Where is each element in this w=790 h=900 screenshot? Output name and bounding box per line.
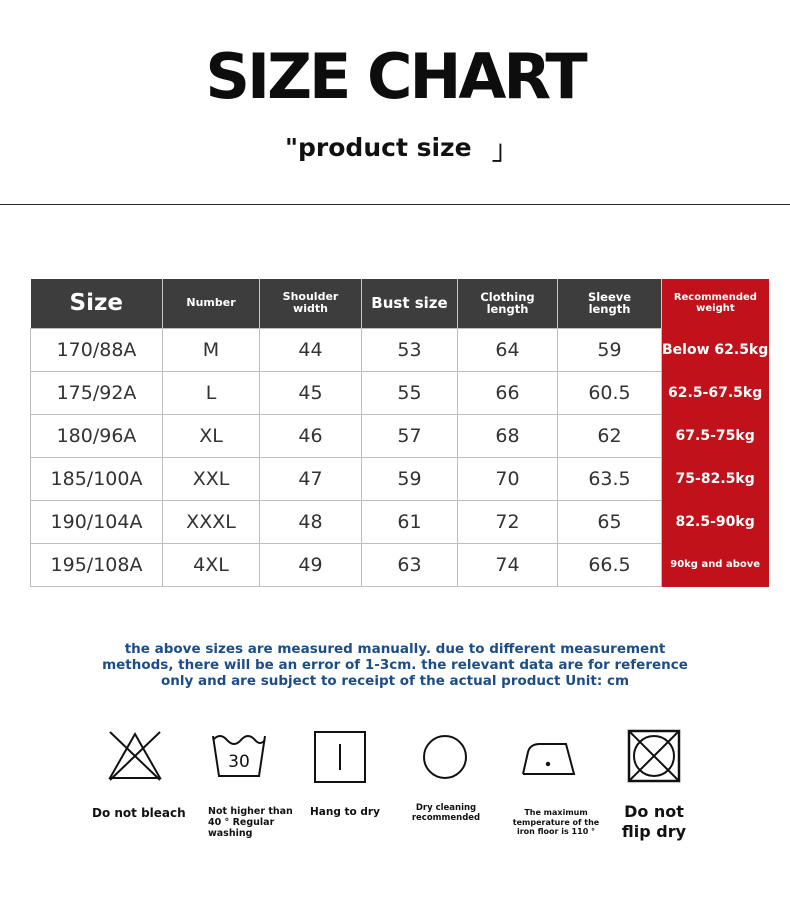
cell-shoulder: 47: [260, 457, 362, 500]
cell-sleeve-length: 65: [558, 500, 662, 543]
dry-clean-label-line-2: recommended: [411, 813, 481, 823]
no-tumble-dry-label-line-1: Do not: [624, 802, 684, 821]
cell-clothing-length: 74: [458, 543, 558, 586]
column-header-bust: Bust size: [362, 279, 458, 328]
column-header-number: Number: [163, 279, 260, 328]
cell-sleeve-length: 63.5: [558, 457, 662, 500]
hang-dry-label: Hang to dry: [310, 806, 380, 818]
cell-number: M: [163, 328, 260, 371]
cell-weight: Below 62.5kg: [662, 328, 769, 371]
table-row: [31, 500, 769, 543]
cell-number: XXL: [163, 457, 260, 500]
iron-label-line-1: The maximum: [524, 808, 588, 817]
cell-bust: 61: [362, 500, 458, 543]
cell-size: 170/88A: [31, 328, 163, 371]
table-header-row: [31, 279, 769, 328]
header-divider: [0, 204, 790, 205]
cell-shoulder: 44: [260, 328, 362, 371]
page-title: SIZE CHART: [205, 40, 585, 113]
column-header-shoulder: Shoulder width: [260, 279, 362, 328]
cell-number: XL: [163, 414, 260, 457]
iron-label-line-3: iron floor is 110 °: [516, 827, 596, 836]
wash-label-line-2: 40 ° Regular: [208, 817, 275, 828]
column-header-clothing-length: Clothing length: [458, 279, 558, 328]
cell-size: 185/100A: [31, 457, 163, 500]
subtitle-bracket: 」: [492, 136, 519, 166]
cell-clothing-length: 64: [458, 328, 558, 371]
cell-shoulder: 49: [260, 543, 362, 586]
wash-label: [208, 806, 293, 839]
dry-clean-icon: [422, 734, 470, 782]
size-table: [30, 279, 769, 587]
cell-sleeve-length: 60.5: [558, 371, 662, 414]
hang-dry-icon: [313, 730, 369, 784]
cell-bust: 57: [362, 414, 458, 457]
wash-label-line-3: washing: [208, 828, 253, 839]
cell-weight: 82.5-90kg: [662, 500, 769, 543]
table-row: [31, 543, 769, 586]
cell-shoulder: 48: [260, 500, 362, 543]
cell-number: XXXL: [163, 500, 260, 543]
measurement-note: [90, 641, 700, 689]
page-subtitle: "product size: [285, 133, 472, 162]
wash-label-line-1: Not higher than: [208, 806, 293, 817]
note-line-3: only and are subject to receipt of the actual product Unit: cm: [160, 673, 630, 689]
table-row: [31, 371, 769, 414]
table-row: [31, 457, 769, 500]
cell-clothing-length: 72: [458, 500, 558, 543]
cell-sleeve-length: 59: [558, 328, 662, 371]
cell-weight: 62.5-67.5kg: [662, 371, 769, 414]
cell-clothing-length: 68: [458, 414, 558, 457]
cell-bust: 55: [362, 371, 458, 414]
cell-size: 190/104A: [31, 500, 163, 543]
no-tumble-dry-label: [616, 802, 692, 842]
dry-clean-label: [407, 803, 485, 823]
no-tumble-dry-icon: [626, 728, 682, 784]
iron-icon: [520, 738, 580, 780]
no-tumble-dry-label-line-2: flip dry: [621, 822, 687, 841]
cell-bust: 59: [362, 457, 458, 500]
cell-shoulder: 46: [260, 414, 362, 457]
cell-number: 4XL: [163, 543, 260, 586]
cell-weight: 90kg and above: [662, 543, 769, 586]
cell-weight: 75-82.5kg: [662, 457, 769, 500]
table-row: [31, 328, 769, 371]
cell-clothing-length: 70: [458, 457, 558, 500]
no-bleach-icon: [106, 728, 164, 782]
cell-clothing-length: 66: [458, 371, 558, 414]
table-row: [31, 414, 769, 457]
cell-sleeve-length: 66.5: [558, 543, 662, 586]
cell-sleeve-length: 62: [558, 414, 662, 457]
cell-weight: 67.5-75kg: [662, 414, 769, 457]
note-line-2: methods, there will be an error of 1-3cm. the relevant data are for reference: [102, 657, 688, 673]
cell-shoulder: 45: [260, 371, 362, 414]
column-header-weight: Recommended weight: [662, 279, 769, 328]
iron-label-line-2: temperature of the: [512, 817, 600, 827]
cell-size: 195/108A: [31, 543, 163, 586]
iron-label: [510, 808, 602, 837]
cell-bust: 63: [362, 543, 458, 586]
wash-temperature: 30: [228, 752, 250, 772]
no-bleach-label: Do not bleach: [92, 806, 186, 820]
dry-clean-label-line-1: Dry cleaning: [415, 803, 477, 813]
column-header-sleeve-length: Sleeve length: [558, 279, 662, 328]
note-line-1: the above sizes are measured manually. due to different measurement: [124, 641, 666, 657]
cell-size: 180/96A: [31, 414, 163, 457]
cell-size: 175/92A: [31, 371, 163, 414]
wash-30-icon: [210, 728, 268, 780]
column-header-size: Size: [31, 279, 163, 328]
cell-bust: 53: [362, 328, 458, 371]
cell-number: L: [163, 371, 260, 414]
